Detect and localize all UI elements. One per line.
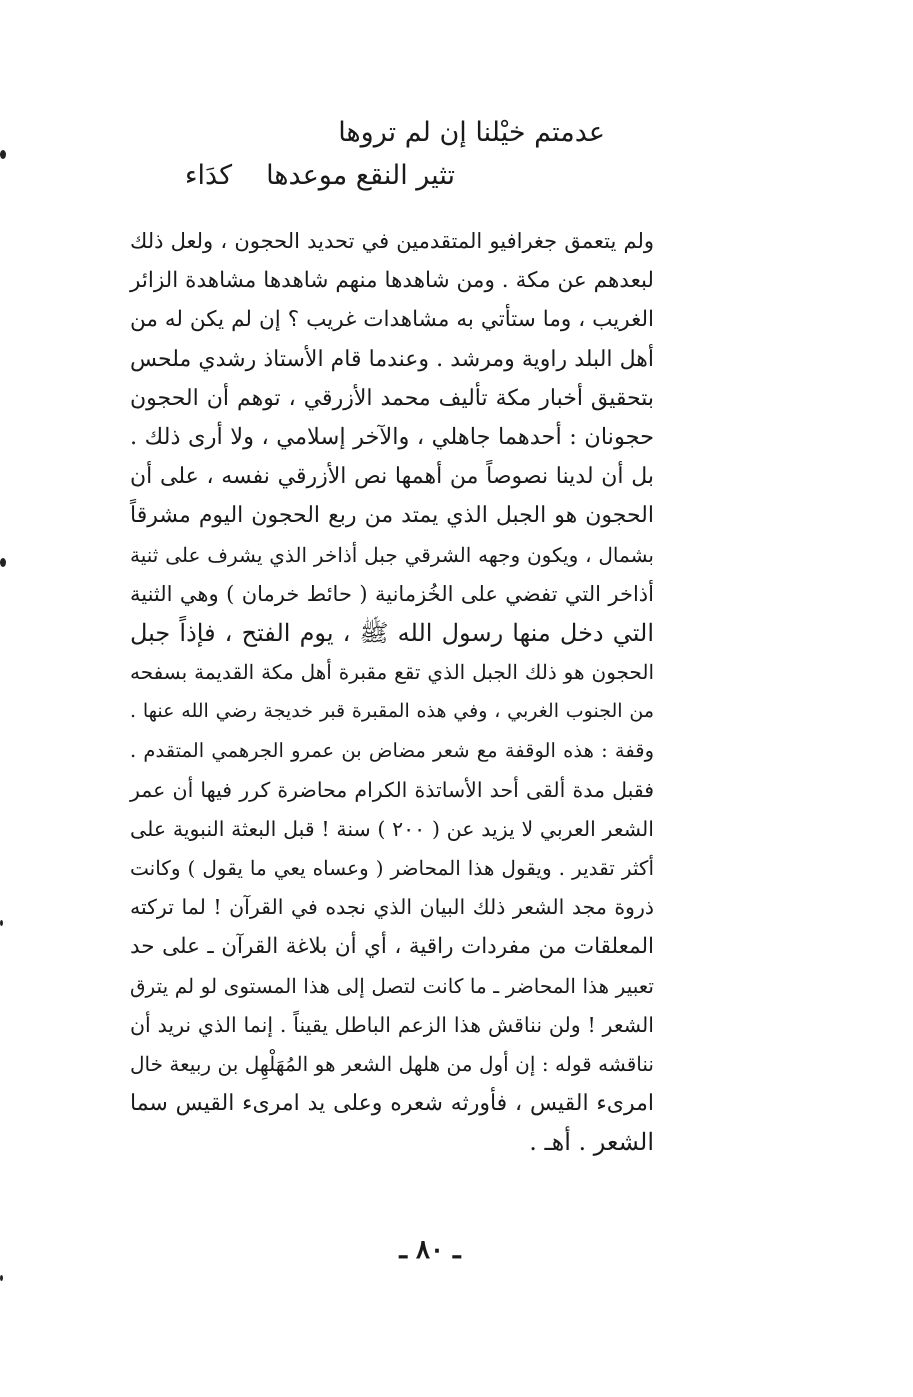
text-line: التي دخل منها رسول الله ﷺ ، يوم الفتح ، فإذاً جبل bbox=[130, 618, 654, 647]
text-line: امرىء القيس ، فأورثه شعره وعلى يد امرىء القيس سما bbox=[130, 1091, 654, 1117]
poem-verse-1: عدمتم خيْلنا إن لم تروها bbox=[338, 117, 605, 148]
poem-verse-2-hemistich-1: تثير النقع موعدها bbox=[266, 160, 455, 191]
text-line: المعلقات من مفردات راقية ، أي أن بلاغة القرآن ـ على حد bbox=[130, 934, 654, 960]
margin-mark bbox=[0, 150, 6, 159]
page-number: ـ ٨٠ ـ bbox=[399, 1235, 461, 1265]
text-line: أذاخر التي تفضي على الخُزمانية ( حائط خرمان ) وهي الثنية bbox=[130, 581, 654, 606]
text-line-last: الشعر . أهـ . bbox=[529, 1128, 654, 1157]
margin-mark bbox=[0, 920, 3, 926]
text-line: أكثر تقدير . ويقول هذا المحاضر ( وعساه يعي ما يقول ) وكانت bbox=[130, 856, 654, 880]
text-line: من الجنوب الغربي ، وفي هذه المقبرة قبر خديجة رضي الله عنها . bbox=[130, 700, 654, 723]
text-line: نناقشه قوله : إن أول من هلهل الشعر هو المُهَلْهِل بن ربيعة خال bbox=[130, 1051, 654, 1076]
poem-verse-2-hemistich-2: كدَاء bbox=[184, 160, 233, 191]
body-text bbox=[130, 222, 654, 1163]
margin-mark bbox=[0, 558, 6, 567]
text-line: الشعر ! ولن نناقش هذا الزعم الباطل يقيناً . إنما الذي نريد أن bbox=[130, 1012, 654, 1037]
text-line: وقفة : هذه الوقفة مع شعر مضاض بن عمرو الجرهمي المتقدم . bbox=[130, 739, 654, 763]
text-line: أهل البلد راوية ومرشد . وعندما قام الأستاذ رشدي ملحس bbox=[130, 346, 654, 372]
margin-mark bbox=[0, 1275, 3, 1281]
text-line: بل أن لدينا نصوصاً من أهمها نص الأزرقي نفسه ، على أن bbox=[130, 464, 654, 490]
text-line: بتحقيق أخبار مكة تأليف محمد الأزرقي ، توهم أن الحجون bbox=[130, 385, 654, 411]
text-line: فقبل مدة ألقى أحد الأساتذة الكرام محاضرة كرر فيها أن عمر bbox=[130, 777, 654, 802]
text-line: الحجون هو الجبل الذي يمتد من ربع الحجون اليوم مشرقاً bbox=[130, 503, 654, 529]
text-line: بشمال ، ويكون وجهه الشرقي جبل أذاخر الذي يشرف على ثنية bbox=[130, 542, 654, 567]
text-line: الشعر العربي لا يزيد عن ( ٢٠٠ ) سنة ! قبل البعثة النبوية على bbox=[130, 816, 654, 841]
text-line: تعبير هذا المحاضر ـ ما كانت لتصل إلى هذا المستوى لو لم يترق bbox=[130, 973, 654, 998]
text-line: ذروة مجد الشعر ذلك البيان الذي نجده في القرآن ! لما تركته bbox=[130, 895, 654, 920]
text-line: لبعدهم عن مكة . ومن شاهدها منهم شاهدها مشاهدة الزائر bbox=[130, 268, 654, 294]
text-line: ولم يتعمق جغرافيو المتقدمين في تحديد الحجون ، ولعل ذلك bbox=[130, 229, 654, 253]
text-line: الغريب ، وما ستأتي به مشاهدات غريب ؟ إن لم يكن له من bbox=[130, 307, 654, 333]
poem-verse-2 bbox=[135, 156, 455, 196]
text-line: الحجون هو ذلك الجبل الذي تقع مقبرة أهل مكة القديمة بسفحه bbox=[130, 660, 654, 685]
text-line: حجونان : أحدهما جاهلي ، والآخر إسلامي ، ولا أرى ذلك . bbox=[130, 423, 654, 450]
